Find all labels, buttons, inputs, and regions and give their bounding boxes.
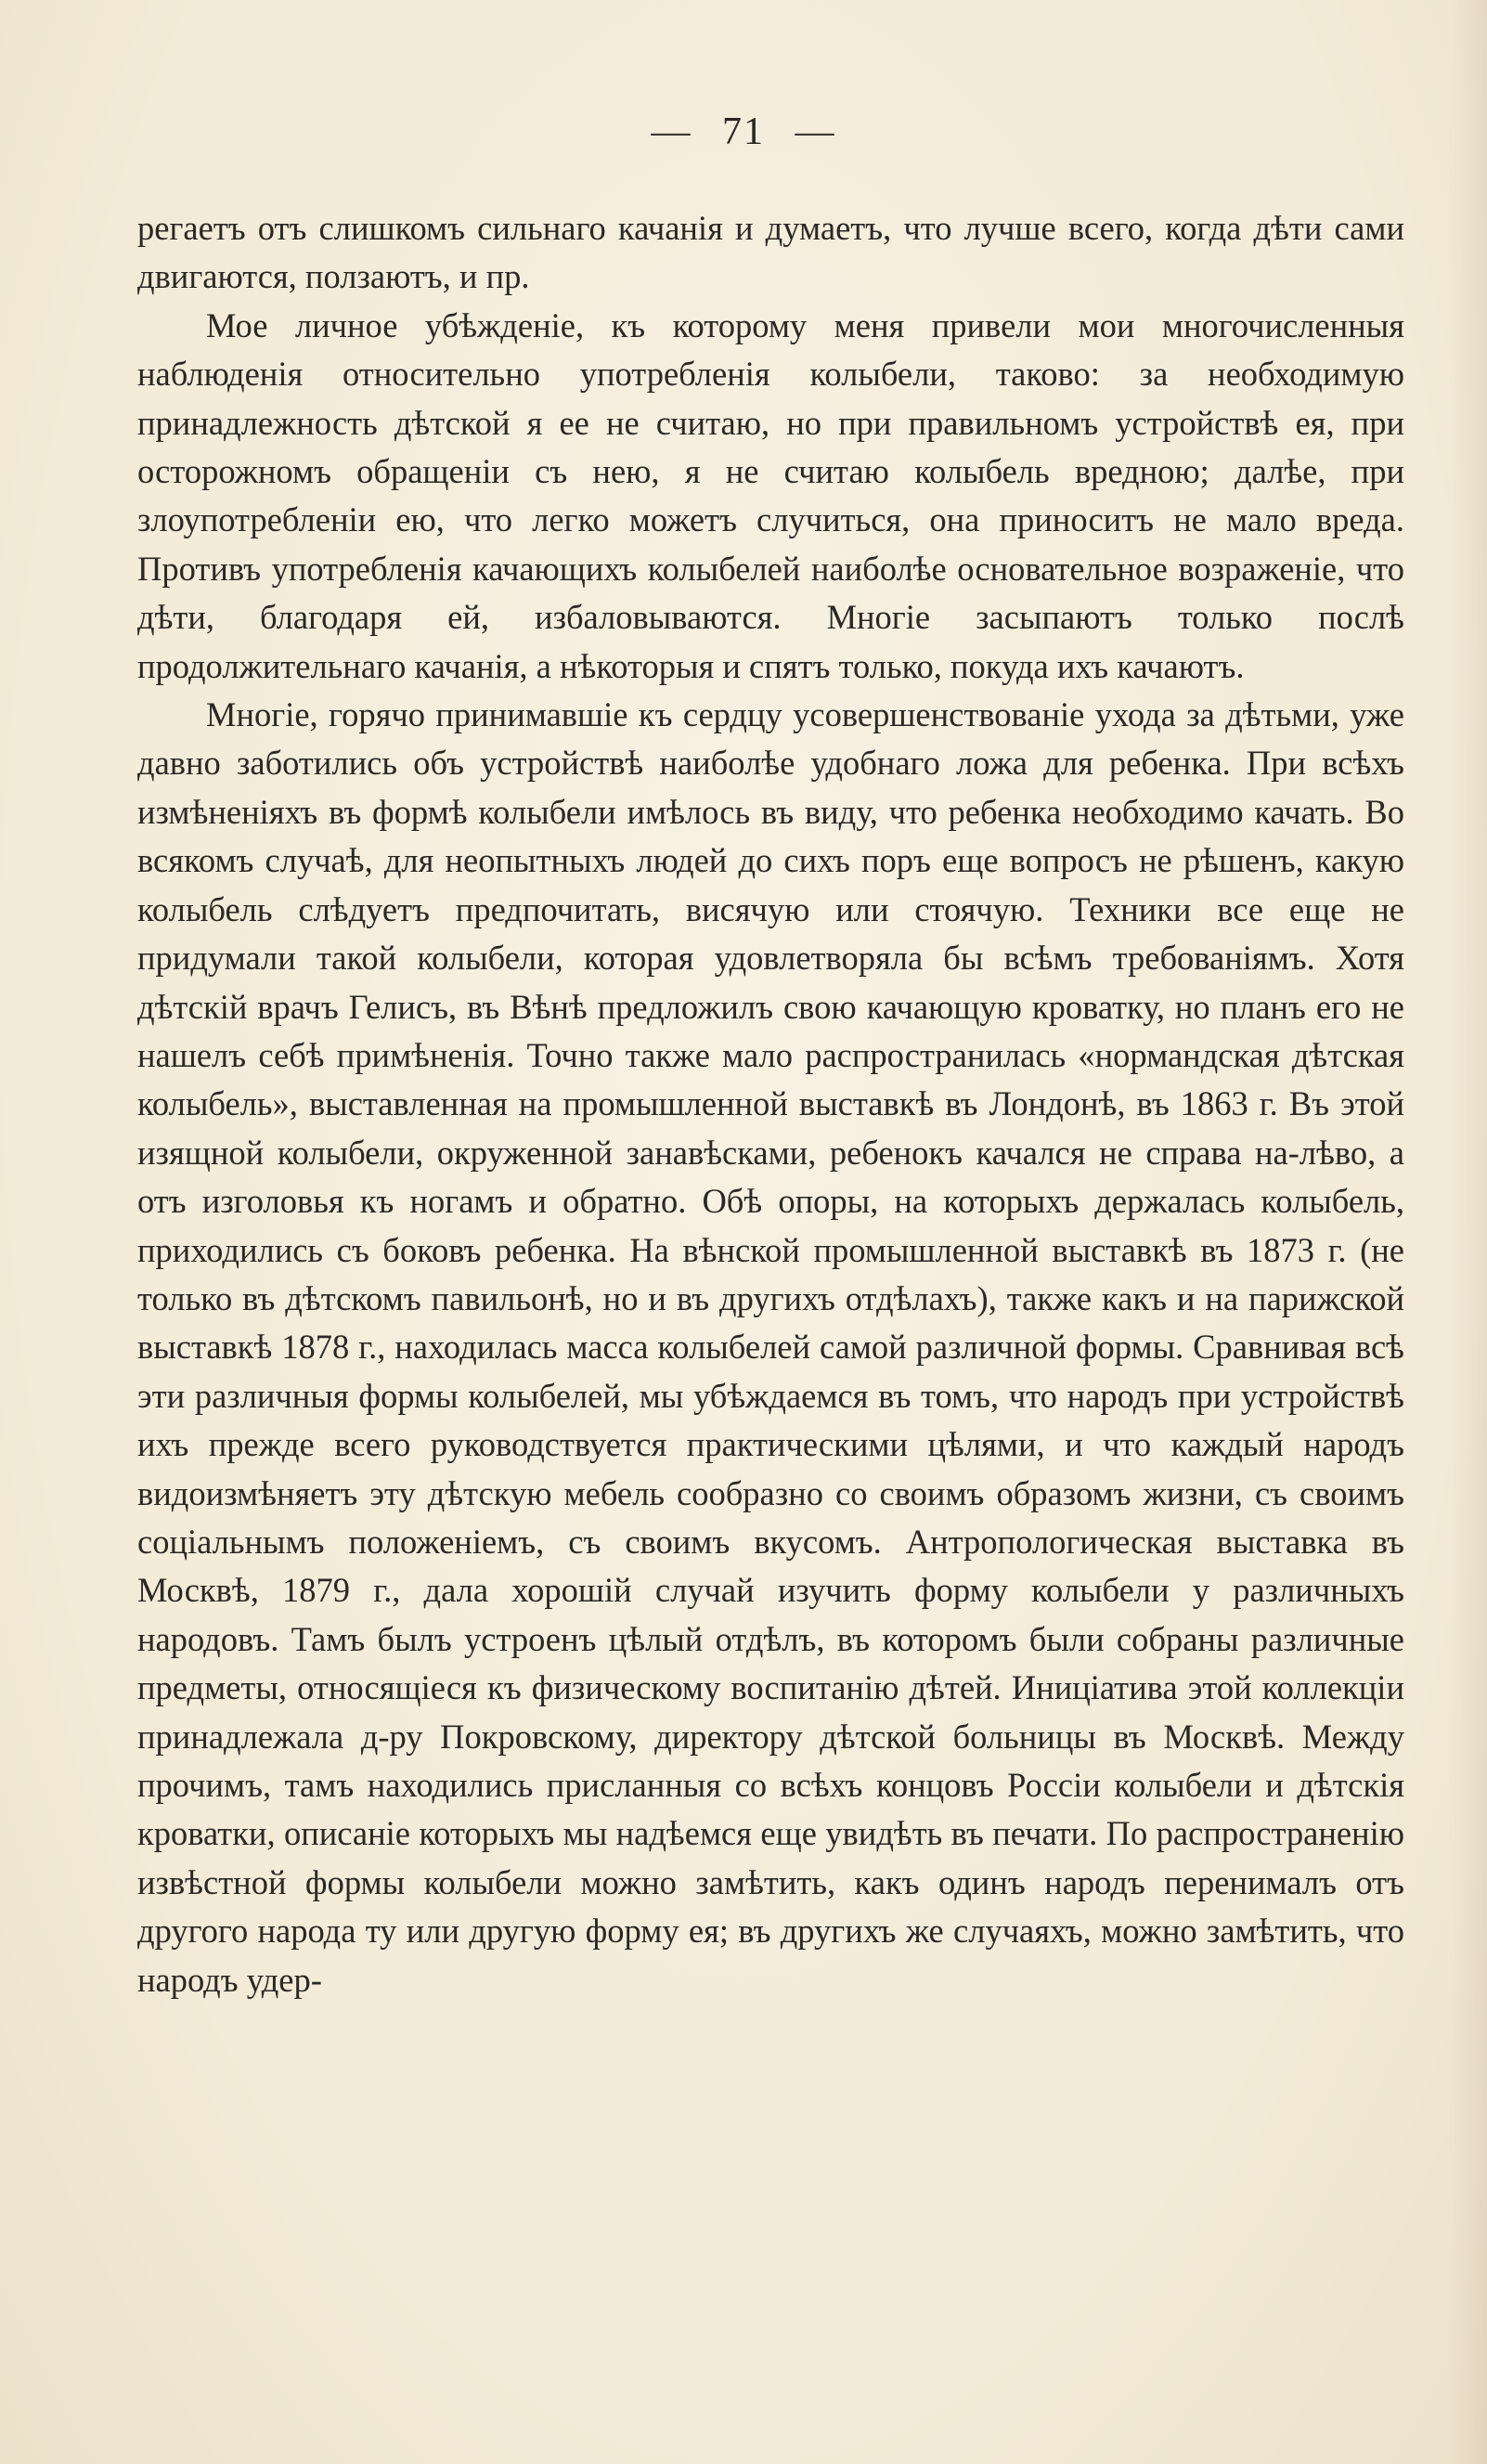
page-number: 71 bbox=[722, 110, 765, 153]
header-dash-left: — bbox=[651, 110, 692, 153]
body-text bbox=[137, 204, 1404, 2004]
paragraph-personal-conviction: Мое личное убѣжденіе, къ которому меня привели мои многочисленныя наблюденія относительно употребленія колыбели, таково: за необходимую принадлежность дѣтской я ее не считаю, но при правильномъ устройствѣ ея, при осторожномъ обращеніи съ нею, я не считаю колыбель вредною; далѣе, при злоупотребленіи ею, что легко можетъ случиться, она приноситъ не мало вреда. Противъ употребленія качающихъ колыбелей наиболѣе основательное возраженіе, что дѣти, благодаря ей, избаловываются. Многіе засыпаютъ только послѣ продолжительнаго качанія, а нѣкоторыя и спятъ только, покуда ихъ качаютъ. bbox=[137, 305, 1404, 685]
paragraph-cradle-forms: Многіе, горячо принимавшіе къ сердцу усовершенствованіе ухода за дѣтьми, уже давно заботились объ устройствѣ наиболѣе удобнаго ложа для ребенка. При всѣхъ измѣненіяхъ въ формѣ колыбели имѣлось въ виду, что ребенка необходимо качать. Во всякомъ случаѣ, для неопытныхъ людей до сихъ поръ еще вопросъ не рѣшенъ, какую колыбель слѣдуетъ предпочитать, висячую или стоячую. Техники все еще не придумали такой колыбели, которая удовлетворяла бы всѣмъ требованіямъ. Хотя дѣтскій врачъ Гелисъ, въ Вѣнѣ предложилъ свою качающую кроватку, но планъ его не нашелъ себѣ примѣненія. Точно также мало распространилась «нормандская дѣтская колыбель», выставленная на промышленной выставкѣ въ Лондонѣ, въ 1863 г. Въ этой изящной колыбели, окруженной занавѣсками, ребенокъ качался не справа на-лѣво, а отъ изголовья къ ногамъ и обратно. Обѣ опоры, на которыхъ держалась колыбель, приходились съ боковъ ребенка. На вѣнской промышленной выставкѣ въ 1873 г. (не только въ дѣтскомъ павильонѣ, но и въ другихъ отдѣлахъ), также какъ и на парижской выставкѣ 1878 г., находилась масса колыбелей самой различной формы. Сравнивая всѣ эти различныя формы колыбелей, мы убѣждаемся въ томъ, что народъ при устройствѣ ихъ прежде всего руководствуется практическими цѣлями, и что каждый народъ видоизмѣняетъ эту дѣтскую мебель сообразно со своимъ образомъ жизни, съ своимъ соціальнымъ положеніемъ, съ своимъ вкусомъ. Антропологическая выставка въ Москвѣ, 1879 г., дала хорошій случай изучить форму колыбели у различныхъ народовъ. Тамъ былъ устроенъ цѣлый отдѣлъ, въ которомъ были собраны различные предметы, относящіеся къ физическому воспитанію дѣтей. Иниціатива этой коллекціи принадлежала д-ру Покровскому, директору дѣтской больницы въ Москвѣ. Между прочимъ, тамъ находились присланныя со всѣхъ концовъ Россіи колыбели и дѣтскія кроватки, описаніе которыхъ мы надѣемся еще увидѣть въ печати. По распространенію извѣстной формы колыбели можно замѣтить, какъ одинъ народъ перенималъ отъ другого народа ту или другую форму ея; въ другихъ же случаяхъ, можно замѣтить, что народъ удер- bbox=[137, 695, 1404, 1999]
page-header bbox=[0, 110, 1487, 154]
header-dash-right: — bbox=[795, 110, 836, 153]
page-edge-shadow bbox=[1448, 0, 1487, 2464]
paragraph-continuation: регаетъ отъ слишкомъ сильнаго качанія и думаетъ, что лучше всего, когда дѣти сами двигаются, ползаютъ, и пр. bbox=[137, 209, 1404, 296]
